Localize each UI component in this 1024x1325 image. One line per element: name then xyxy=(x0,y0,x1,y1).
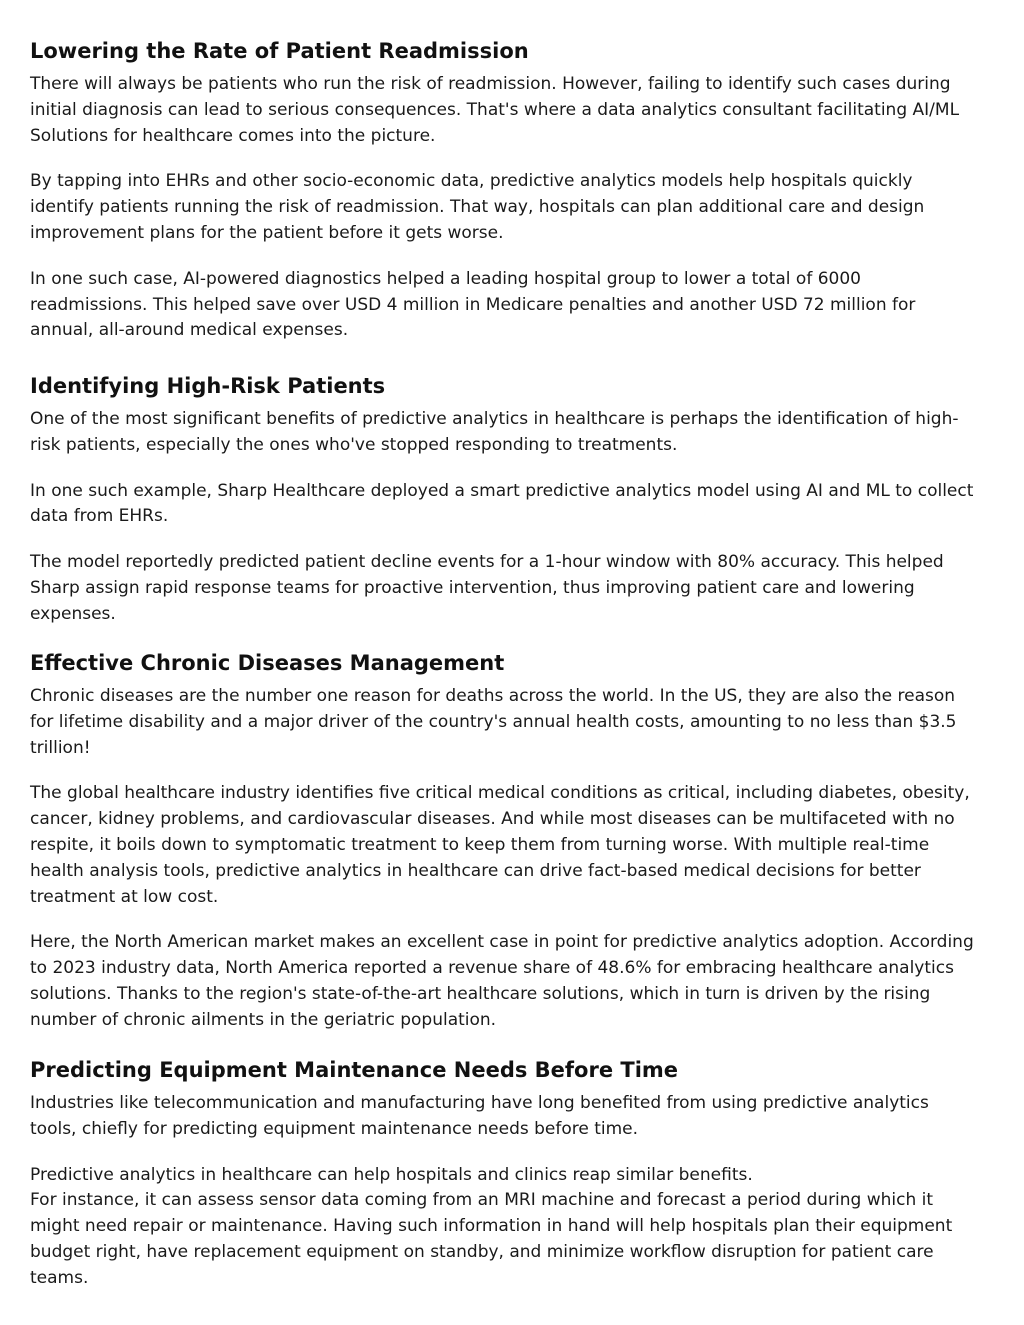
paragraph: By tapping into EHRs and other socio-economic data, predictive analytics models help hospitals quickly identify patients running the risk of readmission. That way, hospitals can plan additional care and design improvement plans for the patient before it gets worse. xyxy=(30,171,925,243)
paragraph: In one such case, AI-powered diagnostics helped a leading hospital group to lower a total of 6000 readmissions. This helped save over USD 4 million in Medicare penalties and another USD 72 million for annual, all-around medical expenses. xyxy=(30,268,916,341)
section-heading: Lowering the Rate of Patient Readmission xyxy=(30,39,529,63)
paragraph: For instance, it can assess sensor data coming from an MRI machine and forecast a period during which it might need repair or maintenance. Having such information in hand will help hospitals plan their equipment budget right, have replacement equipment on standby, and minimize workflow disruption for patient care teams. xyxy=(30,1190,953,1288)
paragraph: There will always be patients who run the risk of readmission. However, failing to identify such cases during initial diagnosis can lead to serious consequences. That's where a data analytics consultant facilitating AI/ML Solutions for healthcare comes into the picture. xyxy=(30,74,960,146)
section-chronic-diseases xyxy=(30,648,980,1034)
section-equipment-maintenance xyxy=(30,1055,980,1292)
paragraph: One of the most significant benefits of predictive analytics in healthcare is perhaps the identification of high-risk patients, especially the ones who've stopped responding to treatments. xyxy=(30,409,959,455)
section-high-risk-patients xyxy=(30,371,980,628)
section-heading: Identifying High-Risk Patients xyxy=(30,374,386,398)
paragraph: The model reportedly predicted patient decline events for a 1-hour window with 80% accuracy. This helped Sharp assign rapid response teams for proactive intervention, thus improving patient care and lowering expenses. xyxy=(30,552,944,624)
section-heading: Predicting Equipment Maintenance Needs Before Time xyxy=(30,1058,679,1082)
section-heading: Effective Chronic Diseases Management xyxy=(30,651,505,675)
paragraph: Industries like telecommunication and manufacturing have long benefited from using predictive analytics tools, chiefly for predicting equipment maintenance needs before time. xyxy=(30,1093,929,1139)
paragraph: Here, the North American market makes an excellent case in point for predictive analytics adoption. According to 2023 industry data, North America reported a revenue share of 48.6% for embracing healthcare analytics solutions. Thanks to the region's state-of-the-art healthcare solutions, which in turn is driven by the rising number of chronic ailments in the geriatric population. xyxy=(30,932,974,1030)
paragraph: In one such example, Sharp Healthcare deployed a smart predictive analytics model using AI and ML to collect data from EHRs. xyxy=(30,480,974,527)
paragraph: Chronic diseases are the number one reason for deaths across the world. In the US, they are also the reason for lifetime disability and a major driver of the country's annual health costs, amounting to no less than $3.5 trillion! xyxy=(30,686,957,758)
paragraph: Predictive analytics in healthcare can help hospitals and clinics reap similar benefits. xyxy=(30,1164,753,1185)
section-patient-readmission xyxy=(30,36,980,344)
paragraph: The global healthcare industry identifies five critical medical conditions as critical, including diabetes, obesity, cancer, kidney problems, and cardiovascular diseases. And while most diseases can be multifaceted with no respite, it boils down to symptomatic treatment to keep them from turning worse. With multiple real-time health analysis tools, predictive analytics in healthcare can drive fact-based medical decisions for better treatment at low cost. xyxy=(30,783,970,907)
